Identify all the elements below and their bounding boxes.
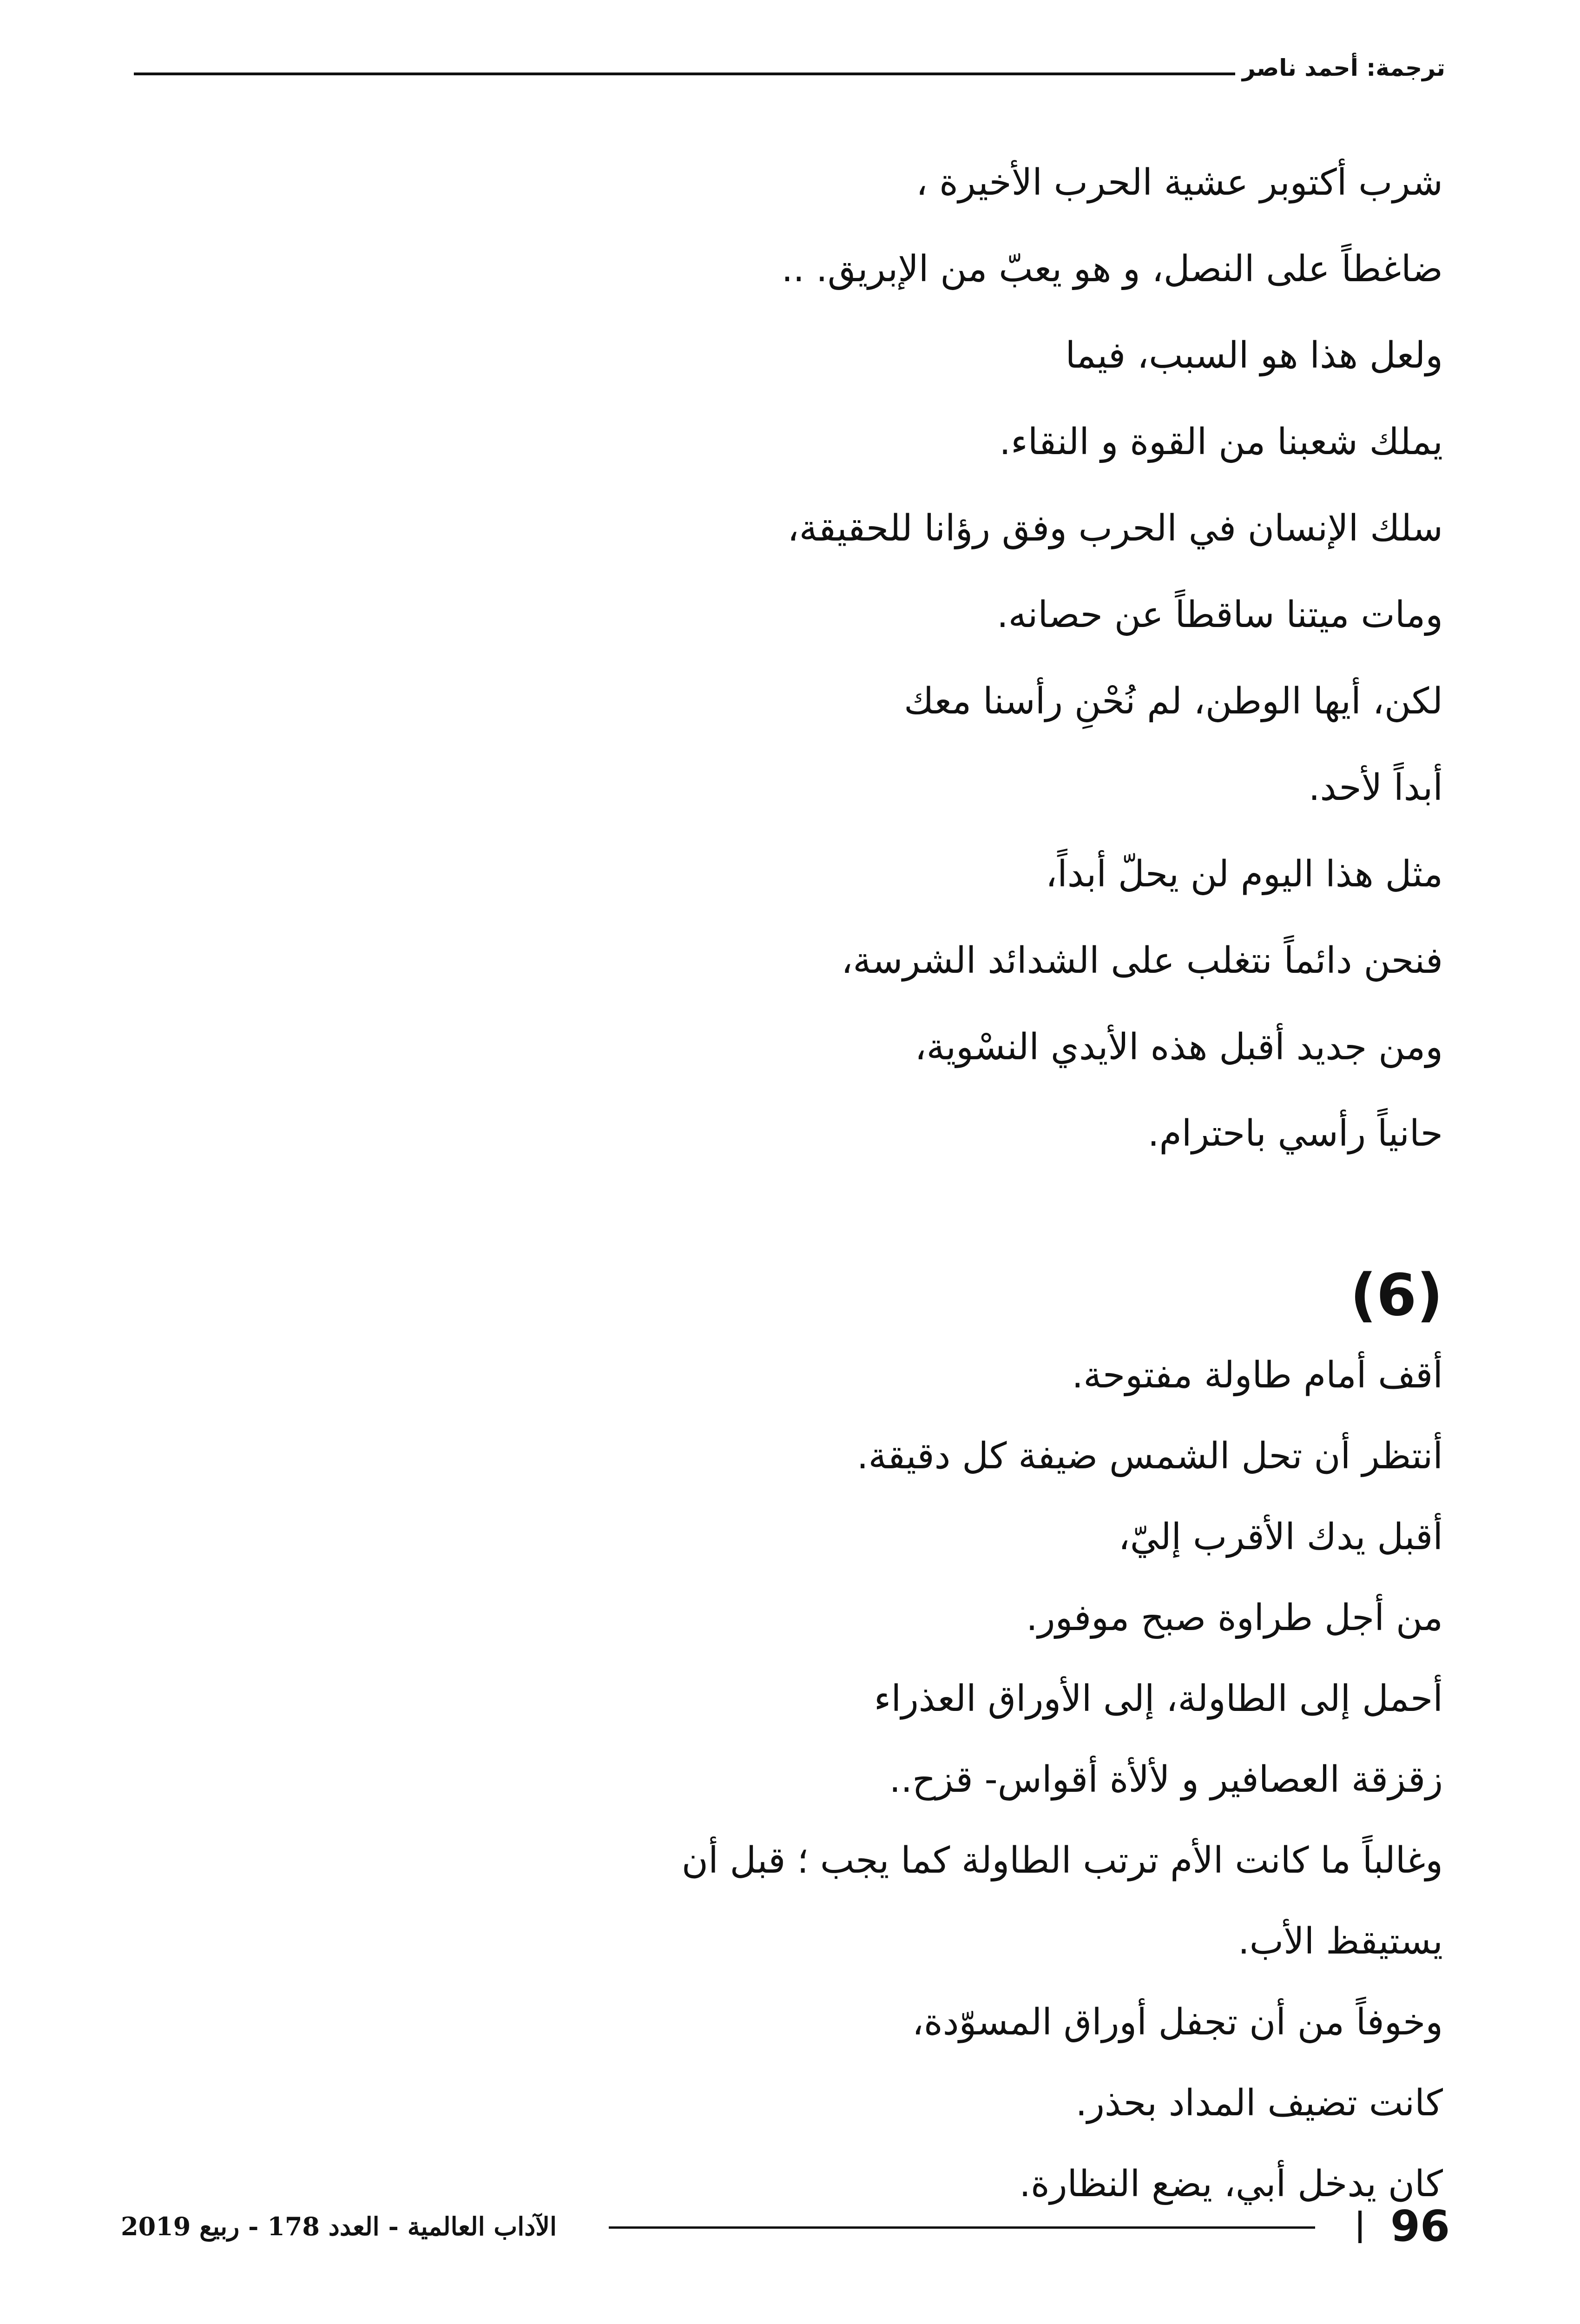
stanza-2 [151,1335,1443,2225]
section-title: (6) [1350,1262,1443,1329]
page-footer [121,2199,1450,2254]
poem-line: مثل هذا اليوم لن يحلّ أبداً، [1045,853,1443,895]
poem-line: من أجل طراوة صبح موفور. [1026,1597,1443,1639]
page-header [130,46,1445,88]
poem-line: ومات ميتنا ساقطاً عن حصانه. [997,594,1443,636]
poem-line: فنحن دائماً نتغلب على الشدائد الشرسة، [841,940,1443,982]
stanza-1 [151,139,1443,1177]
translator-credit: ترجمة: أحمد ناصر [1242,54,1445,81]
poem-line: كان يدخل أبي، يضع النظارة. [1019,2163,1443,2205]
poem-line: أبداً لأحد. [1308,767,1443,809]
poem-line: ضاغطاً على النصل، و هو يعبّ من الإبريق. .. [781,248,1443,290]
footer-rule [609,2226,1315,2229]
poem-line: يستيقظ الأب. [1238,1921,1443,1962]
page-number: 96 [1390,2201,1450,2251]
journal-issue-info: الآداب العالمية - العدد 178 - ربيع 2019 [121,2212,557,2241]
poem-line: ومن جديد أقبل هذه الأيدي النسْوية، [915,1026,1443,1068]
poem-line: سلك الإنسان في الحرب وفق رؤانا للحقيقة، [787,508,1443,549]
poem-line: شرب أكتوبر عشية الحرب الأخيرة ، [916,162,1443,204]
poem-line: لكن، أيها الوطن، لم نُحْنِ رأسنا معك [904,680,1443,722]
poem-line: وغالباً ما كانت الأم ترتب الطاولة كما يجب ؛ قبل أن [681,1840,1443,1882]
poem-line: يملك شعبنا من القوة و النقاء. [999,421,1443,463]
header-rule [134,73,1235,75]
poem-line: أقف أمام طاولة مفتوحة. [1072,1354,1443,1396]
poem-line: زقزقة العصافير و لألأة أقواس- قزح.. [889,1759,1443,1801]
poem-body [151,139,1443,2225]
poem-line: أحمل إلى الطاولة، إلى الأوراق العذراء [874,1678,1443,1720]
poem-line: وخوفاً من أن تجفل أوراق المسوّدة، [912,2001,1443,2043]
poem-line: ولعل هذا هو السبب، فيما [1065,335,1443,376]
footer-separator [1358,2211,1362,2243]
poem-line: كانت تضيف المداد بحذر. [1075,2082,1443,2124]
poem-line: أنتظر أن تحل الشمس ضيفة كل دقيقة. [856,1435,1443,1477]
poem-line: أقبل يدك الأقرب إليّ، [1118,1516,1443,1558]
poem-line: حانياً رأسي باحترام. [1147,1113,1443,1155]
